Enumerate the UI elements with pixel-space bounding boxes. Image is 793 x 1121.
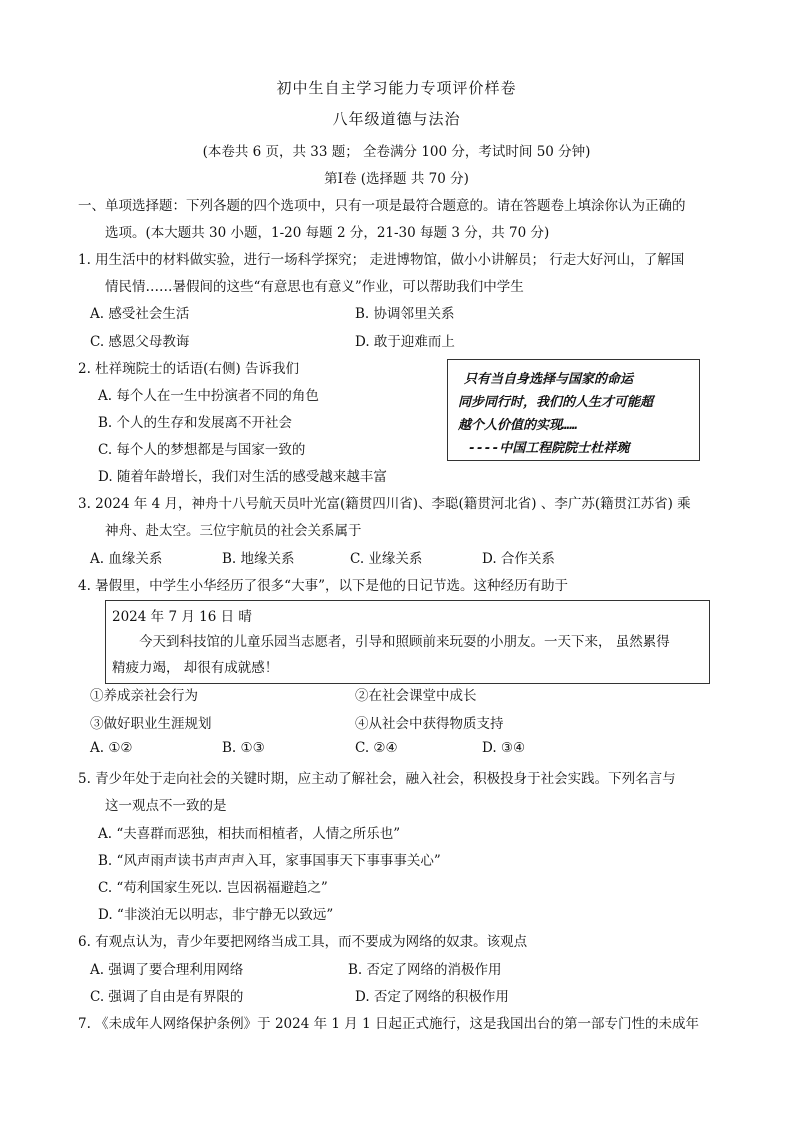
q6-option-c: C. 强调了自由是有界限的	[90, 989, 244, 1005]
q2-option-b: B. 个人的生存和发展离不开社会	[98, 415, 293, 431]
quote-attribution: ----中国工程院院士杜祥琬	[468, 441, 630, 456]
q1-option-c: C. 感恩父母教诲	[90, 334, 190, 350]
q4-statement-2: ②在社会课堂中成长	[355, 688, 477, 704]
q1-option-a: A. 感受社会生活	[90, 306, 190, 322]
q4-option-b: B. ①③	[222, 740, 265, 756]
quote-line-2: 同步同行时，我们的人生才可能超	[458, 395, 654, 410]
q5-option-d: D. “非淡泊无以明志，非宁静无以致远”	[98, 907, 334, 923]
q3-option-b: B. 地缘关系	[222, 551, 295, 567]
q2-quote-box	[447, 359, 700, 461]
q2-option-c: C. 每个人的梦想都是与国家一致的	[98, 442, 306, 458]
q2-option-d: D. 随着年龄增长，我们对生活的感受越来越丰富	[98, 469, 387, 485]
q6-stem: 6. 有观点认为，青少年要把网络当成工具，而不要成为网络的奴隶。该观点	[78, 934, 528, 950]
q1-option-b: B. 协调邻里关系	[355, 306, 455, 322]
q5-stem-line-1: 5. 青少年处于走向社会的关键时期，应主动了解社会，融入社会，积极投身于社会实践。下列名言与	[78, 771, 676, 787]
q2-option-a: A. 每个人在一生中扮演者不同的角色	[98, 388, 319, 404]
q4-option-a: A. ①②	[90, 740, 133, 756]
q6-option-a: A. 强调了要合理利用网络	[90, 962, 244, 978]
q3-option-a: A. 血缘关系	[90, 551, 163, 567]
q4-stem: 4. 暑假里，中学生小华经历了很多“大事”，以下是他的日记节选。这种经历有助于	[78, 578, 568, 594]
q3-stem-line-1: 3. 2024 年 4 月，神舟十八号航天员叶光富(籍贯四川省)、李聪(籍贯河北省) 、李广苏(籍贯江苏省) 乘	[78, 496, 691, 512]
diary-line-1: 今天到科技馆的儿童乐园当志愿者，引导和照顾前来玩耍的小朋友。一天下来， 虽然累得	[139, 634, 670, 650]
q4-statement-1: ①养成亲社会行为	[90, 688, 198, 704]
q3-option-d: D. 合作关系	[482, 551, 555, 567]
q1-option-d: D. 敢于迎难而上	[355, 334, 455, 350]
q7-stem-line-1: 7. 《未成年人网络保护条例》于 2024 年 1 月 1 日起正式施行，这是我国出台的第一部专门性的未成年	[78, 1016, 699, 1032]
q5-stem-line-2: 这一观点不一致的是	[105, 798, 227, 814]
q4-statement-4: ④从社会中获得物质支持	[355, 716, 504, 732]
q4-option-d: D. ③④	[482, 740, 526, 756]
q2-stem: 2. 杜祥琬院士的话语(右侧) 告诉我们	[78, 361, 299, 377]
diary-line-2: 精疲力竭， 却很有成就感！	[112, 660, 279, 676]
q3-stem-line-2: 神舟、赴太空。三位宇航员的社会关系属于	[105, 523, 362, 539]
diary-date: 2024 年 7 月 16 日 晴	[112, 609, 252, 625]
paper-info: (本卷共 6 页，共 33 题； 全卷满分 100 分，考试时间 50 分钟)	[202, 144, 591, 160]
q5-option-a: A. “夫喜群而恶独，相扶而相植者，人情之所乐也”	[98, 826, 401, 842]
section-heading: 第Ⅰ卷 (选择题 共 70 分)	[324, 171, 469, 187]
quote-line-3: 越个人价值的实现……	[458, 418, 578, 433]
q4-option-c: C. ②④	[355, 740, 398, 756]
instructions-line-2: 选项。(本大题共 30 小题，1-20 每题 2 分，21-30 每题 3 分，共 70 分)	[105, 225, 550, 241]
q6-option-b: B. 否定了网络的消极作用	[348, 962, 502, 978]
q5-option-b: B. “风声雨声读书声声声入耳，家事国事天下事事事关心”	[98, 853, 441, 869]
q4-diary-box	[105, 600, 710, 684]
q1-stem-line-1: 1. 用生活中的材料做实验，进行一场科学探究； 走进博物馆，做小小讲解员； 行走大好河山，了解国	[78, 252, 685, 268]
instructions-line-1: 一、单项选择题：下列各题的四个选项中，只有一项是最符合题意的。请在答题卷上填涂你认为正确的	[78, 198, 686, 214]
quote-line-1: 只有当自身选择与国家的命运	[464, 372, 634, 387]
q5-option-c: C. “苟利国家生死以. 岂因祸福避趋之”	[98, 880, 328, 896]
q1-stem-line-2: 情民情……暑假间的这些“有意思也有意义”作业，可以帮助我们中学生	[105, 279, 524, 295]
q4-statement-3: ③做好职业生涯规划	[90, 716, 212, 732]
q6-option-d: D. 否定了网络的积极作用	[355, 989, 509, 1005]
q3-option-c: C. 业缘关系	[350, 551, 423, 567]
paper-title: 初中生自主学习能力专项评价样卷	[276, 79, 517, 97]
paper-subtitle: 八年级道德与法治	[332, 110, 461, 128]
